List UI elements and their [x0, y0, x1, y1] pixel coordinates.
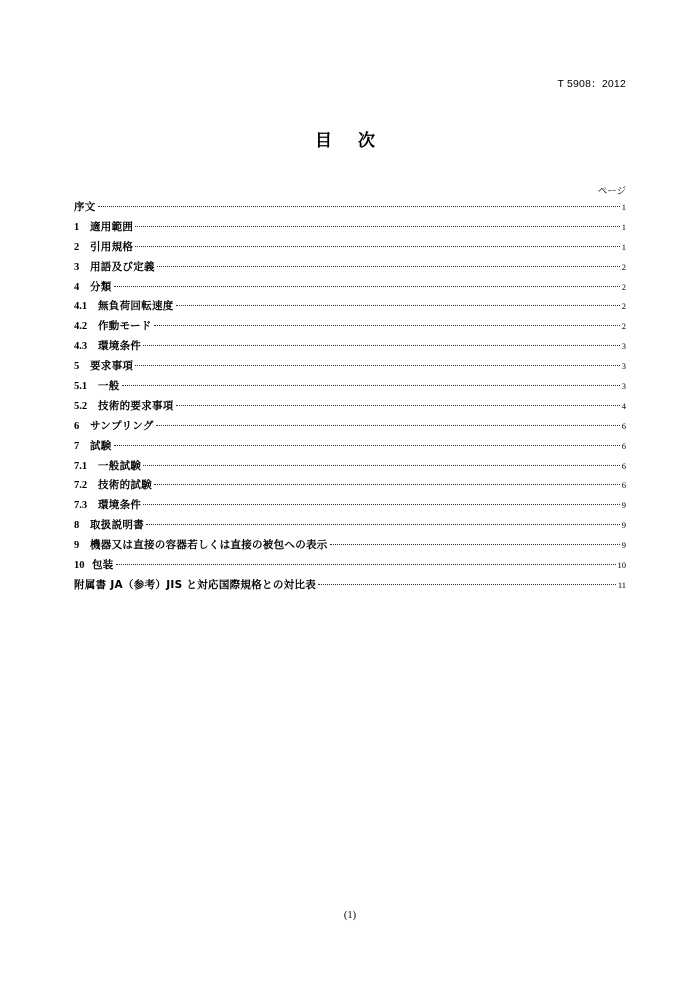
toc-entry-number: 7	[74, 440, 80, 452]
toc-entry[interactable]	[74, 438, 626, 458]
dot-leader	[116, 564, 616, 565]
toc-entry-number: 3	[74, 261, 80, 273]
toc-entry[interactable]	[74, 239, 626, 259]
toc-entry-number: 9	[74, 540, 80, 552]
toc-entry-number: 5	[74, 361, 80, 373]
dot-leader	[154, 484, 620, 485]
toc-entry-number: 5.1	[74, 381, 88, 393]
dot-leader	[156, 425, 620, 426]
toc-entry[interactable]	[74, 477, 626, 497]
dot-leader	[98, 206, 620, 207]
page-column-label: ページ	[597, 186, 626, 197]
toc-entry-title: サンプリング	[90, 419, 154, 432]
toc-entry-page: 3	[621, 381, 626, 392]
toc-title: 目 次	[315, 131, 385, 151]
toc-entry[interactable]	[74, 259, 626, 279]
dot-leader	[135, 365, 620, 366]
toc-entry[interactable]	[74, 358, 626, 378]
dot-leader	[143, 465, 620, 466]
toc-entry-title: 包装	[92, 559, 114, 572]
toc-entry-number: 7.3	[74, 500, 88, 512]
toc-entry[interactable]	[74, 418, 626, 438]
toc-entry-page: 6	[621, 420, 626, 431]
toc-entry[interactable]	[74, 517, 626, 537]
toc-entry-title: 無負荷回転速度	[98, 300, 174, 313]
toc-entry-page: 11	[617, 579, 626, 590]
dot-leader	[114, 286, 620, 287]
toc-entry-title: 要求事項	[90, 360, 134, 373]
toc-entry-number: 6	[74, 420, 80, 432]
dot-leader	[143, 345, 620, 346]
toc-entry-page: 2	[621, 281, 626, 292]
toc-entry[interactable]	[74, 398, 626, 418]
dot-leader	[154, 325, 620, 326]
toc-entry-number: 4.3	[74, 341, 88, 353]
toc-entry-page: 3	[621, 341, 626, 352]
toc-entry-page: 1	[621, 241, 626, 252]
toc-entry-page: 6	[621, 460, 626, 471]
table-of-contents	[74, 199, 626, 597]
toc-entry-page: 6	[621, 440, 626, 451]
toc-entry-title: 分類	[90, 280, 112, 293]
toc-entry-page: 10	[617, 560, 626, 571]
toc-entry[interactable]	[74, 577, 626, 597]
toc-entry-page: 4	[621, 400, 626, 411]
toc-entry-number: 5.2	[74, 400, 88, 412]
toc-entry-title: 作動モード	[98, 320, 152, 333]
dot-leader	[176, 405, 620, 406]
toc-entry-title: 一般試験	[98, 459, 142, 472]
toc-entry-page: 9	[621, 520, 626, 531]
toc-entry-number: 4.2	[74, 321, 88, 333]
toc-entry-page: 3	[621, 361, 626, 372]
toc-entry-page: 1	[621, 221, 626, 232]
toc-entry[interactable]	[74, 458, 626, 478]
dot-leader	[135, 246, 620, 247]
toc-entry-title: 技術的要求事項	[98, 399, 174, 412]
toc-entry-page: 2	[621, 301, 626, 312]
toc-entry-page: 1	[621, 202, 626, 212]
toc-entry[interactable]	[74, 318, 626, 338]
toc-entry-title: 環境条件	[98, 499, 142, 512]
toc-entry-number: 8	[74, 520, 80, 532]
toc-entry-title: 序文	[74, 201, 96, 213]
toc-entry-title: 取扱説明書	[90, 519, 144, 532]
toc-entry-title: 試験	[90, 439, 112, 452]
dot-leader	[122, 385, 620, 386]
document-number: T 5908：2012	[557, 78, 626, 90]
toc-entry-title: 附属書 JA（参考）JIS と対応国際規格との対比表	[74, 578, 317, 591]
toc-entry-title: 引用規格	[90, 240, 134, 253]
toc-entry-title: 環境条件	[98, 340, 142, 353]
dot-leader	[157, 266, 620, 267]
toc-entry-number: 7.1	[74, 460, 88, 472]
toc-entry-page: 6	[621, 480, 626, 491]
dot-leader	[318, 584, 616, 585]
toc-entry-number: 4.1	[74, 301, 88, 313]
dot-leader	[143, 504, 620, 505]
toc-entry[interactable]	[74, 199, 626, 219]
toc-entry-number: 1	[74, 221, 80, 233]
toc-entry[interactable]	[74, 279, 626, 299]
toc-entry[interactable]	[74, 219, 626, 239]
toc-entry[interactable]	[74, 298, 626, 318]
dot-leader	[146, 524, 620, 525]
toc-entry-page: 2	[621, 261, 626, 272]
toc-entry[interactable]	[74, 497, 626, 517]
toc-entry[interactable]	[74, 537, 626, 557]
toc-entry-title: 一般	[98, 380, 120, 393]
toc-entry-title: 機器又は直接の容器若しくは直接の被包への表示	[90, 539, 328, 552]
dot-leader	[176, 305, 620, 306]
dot-leader	[114, 445, 620, 446]
page-number: (1)	[343, 910, 357, 921]
toc-entry-title: 技術的試験	[98, 479, 152, 492]
toc-entry[interactable]	[74, 557, 626, 577]
toc-entry-title: 用語及び定義	[90, 260, 155, 273]
toc-entry-number: 2	[74, 241, 80, 253]
toc-entry[interactable]	[74, 338, 626, 358]
toc-entry-page: 9	[621, 540, 626, 551]
dot-leader	[330, 544, 620, 545]
toc-entry-page: 2	[621, 321, 626, 332]
toc-entry[interactable]	[74, 378, 626, 398]
toc-entry-number: 4	[74, 281, 80, 293]
toc-entry-number: 10	[74, 560, 85, 572]
dot-leader	[135, 226, 620, 227]
toc-entry-page: 9	[621, 500, 626, 511]
toc-entry-number: 7.2	[74, 480, 88, 492]
toc-entry-title: 適用範囲	[90, 220, 134, 233]
